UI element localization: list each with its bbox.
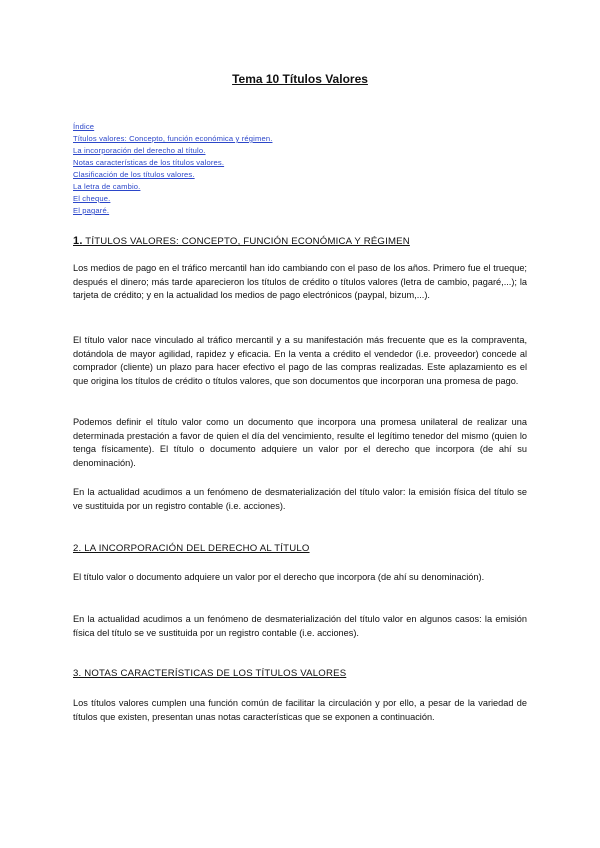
toc-link-section-7[interactable]: El pagaré. [73,206,110,215]
section-1-number: 1. [73,235,83,247]
section-1-paragraph: En la actualidad acudimos a un fenómeno de desmaterialización del título valor: la emisión física del título se ve sustituida por un registro contable (i.e. acciones). [73,487,527,511]
section-1-title: TÍTULOS VALORES: CONCEPTO, FUNCIÓN ECONÓMICA Y RÉGIMEN [82,236,410,247]
toc-link-section-1[interactable]: Títulos valores: Concepto, función económica y régimen. [73,134,273,143]
toc-link-section-6[interactable]: El cheque. [73,194,111,203]
section-2-paragraph: En la actualidad acudimos a un fenómeno de desmaterialización del título valor en algunos casos: la emisión física del título se ve sustituida por un registro contable (i.e. acciones). [73,614,527,638]
section-2-title: 2. LA INCORPORACIÓN DEL DERECHO AL TÍTULO [73,543,310,554]
page-title: Tema 10 Títulos Valores [232,72,368,86]
section-1-heading [73,235,410,247]
toc-link-section-2[interactable]: La incorporación del derecho al título. [73,146,206,155]
toc-link-section-5[interactable]: La letra de cambio. [73,182,141,191]
section-1-paragraph: Los medios de pago en el tráfico mercantil han ido cambiando con el paso de los años. Primero fue el trueque; después el dinero; más tarde aparecieron los títulos de crédito o títulos valores (letra de cambio, pagaré,...); la tarjeta de crédito; y en la actualidad los medios de pago electrónicos (paypal, bizum,...). [73,263,527,301]
section-1-paragraph: Podemos definir el título valor como un documento que incorpora una promesa unilateral de realizar una determinada prestación a favor de quien el día del vencimiento, resulte el legítimo tenedor del mismo (quien lo tenga físicamente). El título o documento adquiere un valor por el derecho que incorpora (de ahí su denominación). [73,417,527,468]
toc-link-section-4[interactable]: Clasificación de los títulos valores. [73,170,195,179]
section-2-paragraph: El título valor o documento adquiere un valor por el derecho que incorpora (de ahí su denominación). [73,572,485,582]
section-3-title: 3. NOTAS CARACTERÍSTICAS DE LOS TÍTULOS VALORES [73,668,347,679]
section-3-paragraph: Los títulos valores cumplen una función común de facilitar la circulación y por ello, a pesar de la variedad de títulos que existen, presentan unas notas características que se exponen a continuación. [73,698,527,722]
section-3-heading [73,668,346,679]
toc-link-index[interactable]: Índice [73,122,95,131]
section-2-heading [73,543,310,554]
table-of-contents [73,121,272,217]
toc-link-section-3[interactable]: Notas características de los títulos valores. [73,158,225,167]
section-1-paragraph: El título valor nace vinculado al tráfico mercantil y a su manifestación más frecuente que es la compraventa, dotándola de mayor agilidad, rapidez y eficacia. En la venta a crédito el vendedor (i.e. proveedor) concede al comprador (cliente) un plazo para hacer efectivo el pago de las compras realizadas. Este aplazamiento es el que origina los títulos de crédito o títulos valores, que son documentos que incorporan una promesa de pago. [73,335,527,386]
